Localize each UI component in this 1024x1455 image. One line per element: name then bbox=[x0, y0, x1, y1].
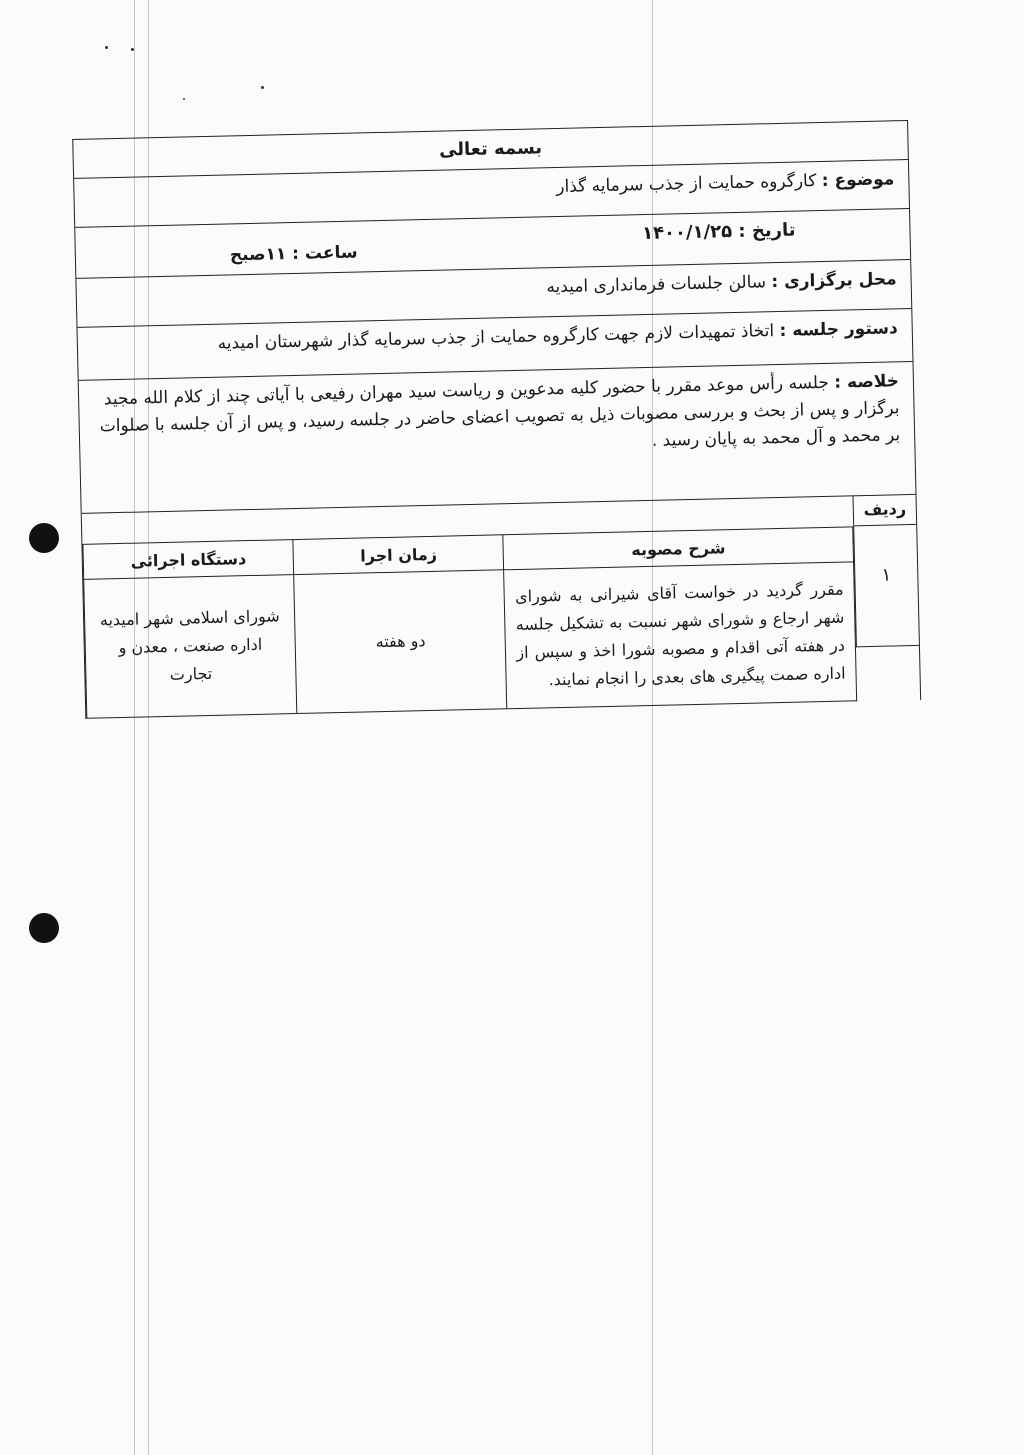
description-cell: مقرر گردید در خواست آقای شیرانی به شورای شهر ارجاع و شورای شهر نسبت به تشکیل جلسه در هفته آتی اقدام و مصوبه شورا اخذ و سپس از اداره صمت پیگیری های بعدی را انجام نمایند. bbox=[504, 562, 857, 709]
time-value: ۱۱صبح bbox=[229, 244, 287, 266]
minutes-frame bbox=[72, 120, 916, 514]
date-field bbox=[642, 218, 796, 259]
topic-label: موضوع : bbox=[821, 169, 895, 191]
venue-label: محل برگزاری : bbox=[771, 269, 897, 293]
agenda-value: اتخاذ تمهیدات لازم جهت کارگروه حمایت از جذب سرمایه گذار شهرستان امیدیه bbox=[217, 321, 775, 354]
row-number-header: ردیف bbox=[854, 494, 917, 526]
document-heading: بسمه تعالی bbox=[73, 121, 908, 179]
deadline-header: زمان اجرا bbox=[293, 535, 504, 575]
punch-hole bbox=[29, 523, 59, 553]
description-header: شرح مصوبه bbox=[503, 527, 853, 570]
table-row bbox=[84, 562, 857, 718]
date-label: تاریخ : bbox=[738, 219, 796, 242]
topic-value: کارگروه حمایت از جذب سرمایه گذار bbox=[556, 171, 817, 197]
row-number-cell: ۱ bbox=[881, 564, 892, 586]
deadline-cell: دو هفته bbox=[294, 570, 507, 714]
minutes-sheet bbox=[72, 120, 921, 719]
row-number-column bbox=[853, 494, 919, 647]
date-value: ۱۴۰۰/۱/۲۵ bbox=[641, 221, 733, 245]
summary-text bbox=[93, 368, 901, 467]
time-field bbox=[230, 240, 358, 269]
scan-speck bbox=[261, 86, 264, 89]
scan-speck bbox=[183, 98, 185, 100]
summary-value: جلسه رأس موعد مقرر با حضور کلیه مدعوین و ریاست سید مهران رفیعی با آیاتی چند از کلام الله مجید برگزار و پس از بحث و بررسی مصوبات ذیل به تصویب اعضای حاضر در جلسه رسید، و پس از آن جلسه با صلوات بر محمد و آل محمد به پایان رسید . bbox=[99, 372, 901, 451]
scan-speck bbox=[131, 48, 134, 51]
summary-label: خلاصه : bbox=[834, 371, 900, 393]
summary-row bbox=[79, 362, 916, 514]
punch-hole bbox=[29, 913, 59, 943]
time-label: ساعت : bbox=[291, 242, 358, 265]
resolutions-area bbox=[81, 495, 921, 719]
venue-value: سالن جلسات فرمانداری امیدیه bbox=[546, 272, 767, 298]
resolutions-table bbox=[82, 526, 857, 718]
agenda-label: دستور جلسه : bbox=[779, 318, 898, 341]
executor-cell: شورای اسلامی شهر امیدیه اداره صنعت ، معدن و تجارت bbox=[84, 575, 297, 719]
executor-header: دستگاه اجرائی bbox=[83, 540, 294, 580]
scan-speck bbox=[105, 46, 108, 49]
